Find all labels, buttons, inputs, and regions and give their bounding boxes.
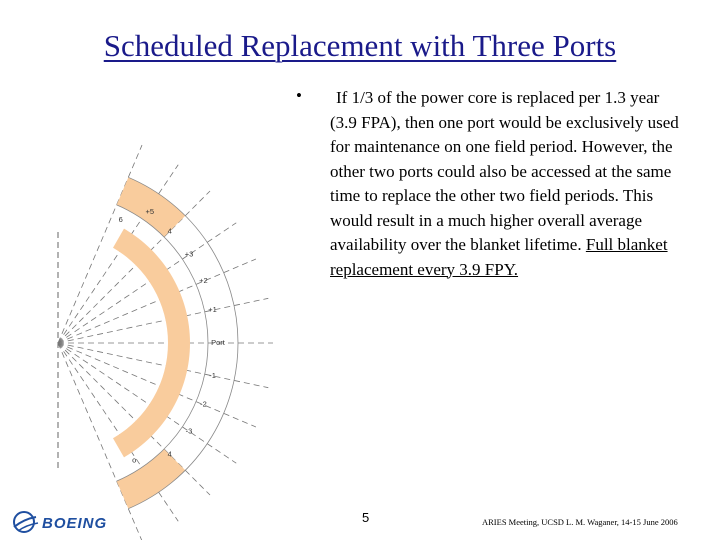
sector-label: 4 <box>167 449 172 459</box>
radial-line <box>58 165 178 343</box>
boeing-symbol-icon <box>14 512 38 532</box>
body-paragraph: If 1/3 of the power core is replaced per 1.3 year (3.9 FPA), then one port would be exclusively used for maintenance on one field period. However, the other two ports could also be accessed at the same time to replace the other two field periods. This would result in a much higher overall average availability over the blanket lifetime. <box>330 88 679 254</box>
boeing-logo <box>10 509 130 537</box>
boeing-wordmark: BOEING <box>42 515 108 532</box>
sector-label: 4 <box>167 226 172 236</box>
outer-band-bottom <box>117 449 186 509</box>
slide-title: Scheduled Replacement with Three Ports <box>103 28 617 63</box>
page-number: 5 <box>362 510 370 525</box>
sector-label: Port <box>211 337 225 347</box>
radial-line <box>58 343 178 521</box>
sector-label: -2 <box>200 399 207 409</box>
sector-label: +2 <box>199 276 208 286</box>
sector-label: +3 <box>184 249 194 259</box>
sector-label: -3 <box>185 426 193 436</box>
sector-label: o <box>132 455 137 465</box>
bullet-marker: • <box>296 86 302 105</box>
sector-label: +5 <box>145 206 155 216</box>
footer-text: ARIES Meeting, UCSD L. M. Waganer, 14-15 June 2006 <box>482 517 678 527</box>
sector-label: -1 <box>209 370 216 380</box>
body-underlined: Full blanket replacement every 3.9 FPY. <box>330 235 668 279</box>
radial-line <box>58 223 236 343</box>
sector-label: 6 <box>118 215 123 225</box>
sector-label: +1 <box>208 305 217 315</box>
radial-line <box>58 343 236 463</box>
body-text <box>330 86 680 282</box>
